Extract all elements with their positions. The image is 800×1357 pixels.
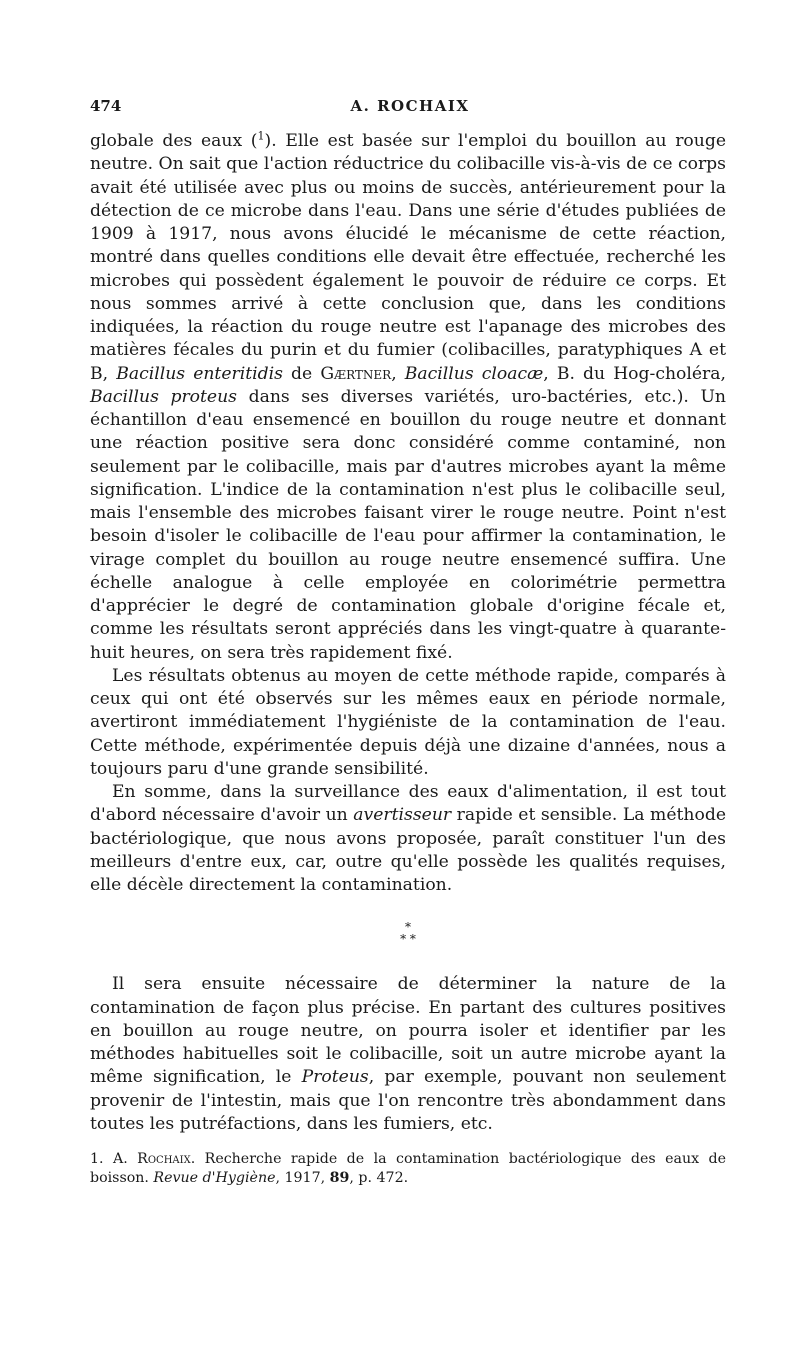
- body-text: [90, 130, 726, 1136]
- running-head: A. ROCHAIX: [350, 97, 470, 115]
- text-run: de: [282, 363, 321, 384]
- text-run: , p. 472.: [349, 1170, 409, 1186]
- text-run: rapide et sensible. La méthode bactériologique, que nous avons proposée, paraît constituer l'un des meilleurs d'entre eux, car, outre qu'elle possède les qualités requises, elle décèle directement la contamination.: [90, 805, 726, 895]
- footnote-journal: Revue d'Hygiène: [153, 1170, 276, 1186]
- paragraph-1: [90, 130, 726, 665]
- author-name: Gærtner: [320, 363, 392, 384]
- text-run: Il sera ensuite nécessaire de déterminer la nature de la contamination de façon plus précise. En partant des cultures positives en bouillon au rouge neutre, on pourra isoler et identifier par les méthodes habituelles soit le colibacille, soit un autre microbe ayant la même signification, le: [90, 974, 726, 1088]
- species-name: Bacillus proteus: [90, 386, 237, 407]
- paragraph-2: Les résultats obtenus au moyen de cette méthode rapide, comparés à ceux qui ont été observés sur les mêmes eaux en période normale, avertiront immédiatement l'hygiéniste de la contamination de l'eau. Cette méthode, expérimentée depuis déjà une dizaine d'années, nous a toujours paru d'une grande sensibilité.: [90, 665, 726, 779]
- paragraph-3: [90, 781, 726, 897]
- text-run: dans ses diverses variétés, uro-bactéries, etc.). Un échantillon d'eau ensemencé en bouillon du rouge neutre et donnant une réaction positive sera donc considéré comme contaminé, non seulement par le colibacille, mais par d'autres microbes ayant la même signification. L'indice de la contamination n'est plus le colibacille seul, mais l'ensemble des microbes faisant virer le rouge neutre. Point n'est besoin d'isoler le colibacille de l'eau pour affirmer la contamination, le virage complet du bouillon au rouge neutre ensemencé suffira. Une échelle analogue à celle employée en colorimétrie permettra d'apprécier le degré de contamination globale d'origine fécale et, comme les résultats seront appréciés dans les vingt-quatre à quarante-huit heures, on sera très rapidement fixé.: [90, 386, 727, 663]
- footnote-ref: 1: [257, 129, 265, 143]
- text-run: globale des eaux (: [90, 131, 258, 151]
- footnote-author: Rochaix: [137, 1151, 191, 1167]
- species-name: Proteus: [301, 1067, 369, 1088]
- asterism-top: *: [405, 920, 411, 935]
- page-number: 474: [90, 97, 122, 115]
- text-run: ,: [391, 363, 405, 384]
- text-run: , par exemple, pouvant non seulement provenir de l'intestin, mais que l'on rencontre très abondamment dans toutes les putréfactions, dans les fumiers, etc.: [90, 1067, 726, 1134]
- text-run: , 1917,: [275, 1170, 330, 1186]
- species-name: Bacillus enteritidis: [116, 363, 283, 384]
- text-run: 1. A.: [90, 1151, 138, 1167]
- page-header: [90, 97, 730, 121]
- paragraph-4: [90, 973, 726, 1136]
- asterism-bottom: * *: [400, 932, 416, 947]
- species-name: Bacillus cloacæ: [404, 363, 544, 384]
- footnote-volume: 89: [329, 1170, 350, 1186]
- emphasis: avertisseur: [353, 805, 452, 826]
- text-run: En somme, dans la surveillance des eaux d'alimentation, il est tout d'abord nécessaire d'avoir un: [90, 782, 726, 826]
- footnote: [90, 1150, 726, 1188]
- section-asterism: [90, 921, 726, 945]
- text-run: . Recherche rapide de la contamination bactériologique des eaux de boisson.: [90, 1151, 726, 1186]
- text-run: ). Elle est basée sur l'emploi du bouillon au rouge neutre. On sait que l'action réductrice du colibacille vis-à-vis de ce corps avait été utilisée avec plus ou moins de succès, antérieurement pour la détection de ce microbe dans l'eau. Dans une série d'études publiées de 1909 à 1917, nous avons élucidé le mécanisme de cette réaction, montré dans quelles conditions elle devait être effectuée, recherché les microbes qui possèdent également le pouvoir de réduire ce corps. Et nous sommes arrivé à cette conclusion que, dans les conditions indiquées, la réaction du rouge neutre est l'apanage des microbes des matières fécales du purin et du fumier (colibacilles, paratyphiques A et B,: [90, 131, 727, 384]
- text-run: , B. du Hog-choléra,: [543, 363, 726, 384]
